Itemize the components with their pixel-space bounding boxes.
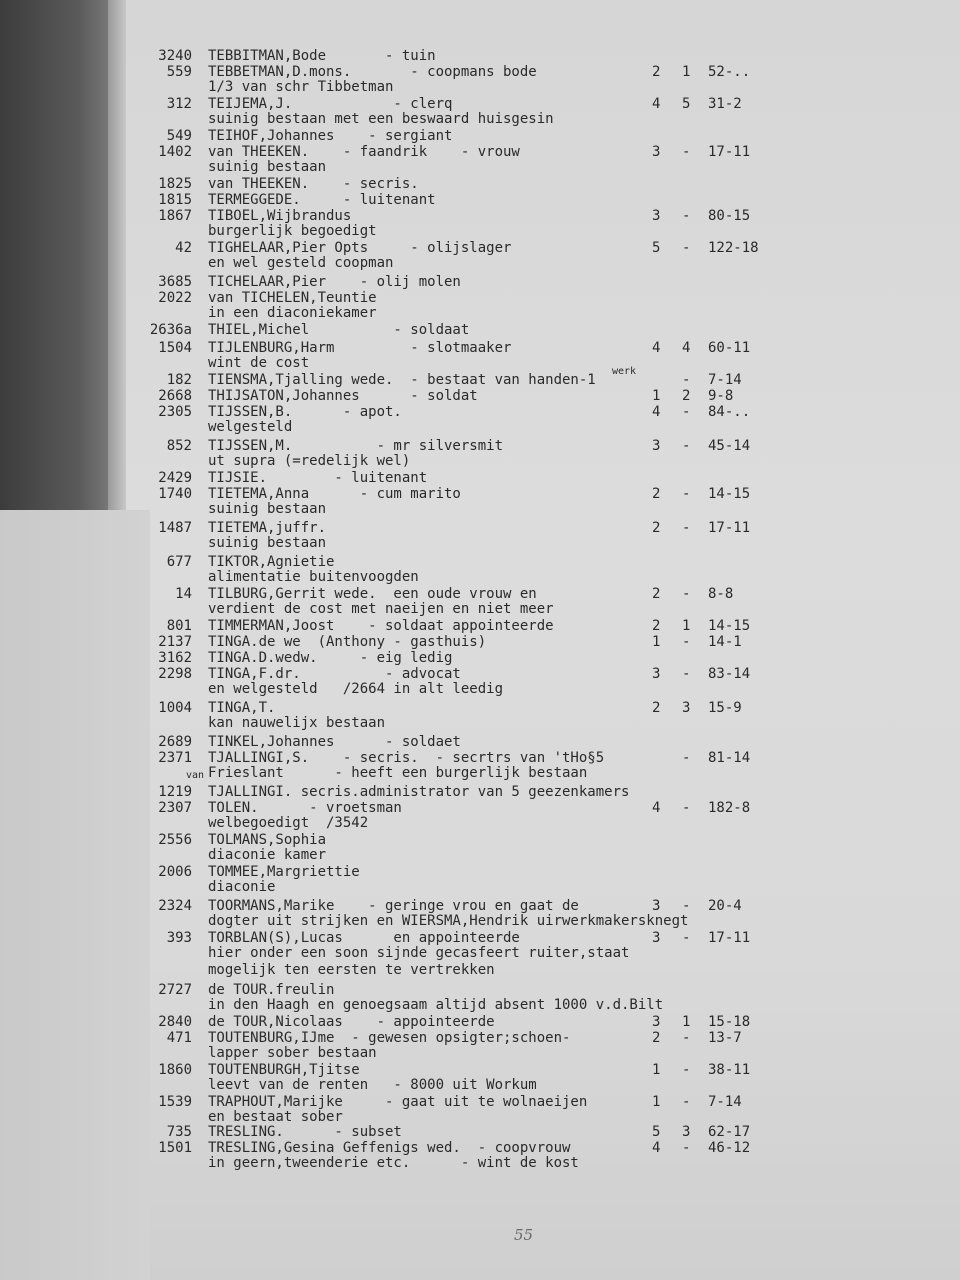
entry-col-2: 4 xyxy=(682,340,691,356)
entry-amount: 15-9 xyxy=(708,700,742,716)
entry-col-2: - xyxy=(682,486,691,502)
entry-amount: 8-8 xyxy=(708,586,734,602)
annotation-werk: werk xyxy=(612,366,637,377)
entry-col-1: 1 xyxy=(652,1094,661,1110)
entry-amount: 20-4 xyxy=(708,898,742,914)
entry-col-2: 5 xyxy=(682,96,691,112)
entry-name-line: TIJLENBURG,Harm - slotmaaker xyxy=(208,340,512,356)
entry-name-line: TINGA,F.dr. - advocat xyxy=(208,666,461,682)
register-entry xyxy=(0,700,960,732)
entry-detail-line: dogter uit strijken en WIERSMA,Hendrik uirwerkmakersknegt xyxy=(208,913,689,929)
entry-col-1: 1 xyxy=(652,1062,661,1078)
register-entry xyxy=(0,486,960,518)
entry-col-1: 4 xyxy=(652,1140,661,1156)
entry-col-2: 1 xyxy=(682,64,691,80)
entry-number: 2324 xyxy=(158,898,192,914)
entry-detail-line: in een diaconiekamer xyxy=(208,305,377,321)
entry-detail-line: diaconie xyxy=(208,879,276,895)
entry-name-line: de TOUR.freulin xyxy=(208,982,335,998)
entry-number: 312 xyxy=(166,96,192,112)
entry-name-line: TOMMEE,Margriettie xyxy=(208,864,360,880)
entry-amount: 14-15 xyxy=(708,618,751,634)
entry-col-1: 4 xyxy=(652,404,661,420)
entry-number: 1867 xyxy=(158,208,192,224)
entry-col-1: 2 xyxy=(652,618,661,634)
entry-col-2: - xyxy=(682,144,691,160)
register-entry xyxy=(0,982,960,1014)
entry-name-line: TJALLINGI. secris.administrator van 5 geezenkamers xyxy=(208,784,630,800)
entry-number: 2305 xyxy=(158,404,192,420)
entry-col-2: - xyxy=(682,634,691,650)
entry-name-line: TIJSIE. - luitenant xyxy=(208,470,428,486)
entry-amount: 13-7 xyxy=(708,1030,742,1046)
entry-amount: 38-11 xyxy=(708,1062,751,1078)
entry-amount: 9-8 xyxy=(708,388,734,404)
entry-detail-line: verdient de cost met naeijen en niet meer xyxy=(208,601,554,617)
entry-number: 852 xyxy=(166,438,192,454)
register-entry xyxy=(0,586,960,618)
entry-col-1: 3 xyxy=(652,930,661,946)
entry-number: 471 xyxy=(166,1030,192,1046)
entry-number: 1004 xyxy=(158,700,192,716)
entry-name-line: TINGA,T. xyxy=(208,700,276,716)
entry-amount: 17-11 xyxy=(708,520,751,536)
entry-col-1: 2 xyxy=(652,586,661,602)
entry-number: 735 xyxy=(166,1124,192,1140)
entry-amount: 7-14 xyxy=(708,372,742,388)
entry-col-2: - xyxy=(682,520,691,536)
entry-detail-line: burgerlijk begoedigt xyxy=(208,223,377,239)
register-entry xyxy=(0,96,960,128)
entry-col-1: 3 xyxy=(652,438,661,454)
entry-name-line: THIJSATON,Johannes - soldat xyxy=(208,388,478,404)
entry-detail-line: lapper sober bestaan xyxy=(208,1045,377,1061)
entry-col-2: - xyxy=(682,240,691,256)
entry-col-1: 5 xyxy=(652,240,661,256)
entry-name-line: TIENSMA,Tjalling wede. - bestaat van handen-1 xyxy=(208,372,596,388)
register-entry xyxy=(0,340,960,372)
entry-col-2: - xyxy=(682,666,691,682)
entry-amount: 81-14 xyxy=(708,750,751,766)
entry-number: 2307 xyxy=(158,800,192,816)
entry-detail-line: suinig bestaan met een beswaard huisgesin xyxy=(208,111,554,127)
register-entry xyxy=(0,208,960,240)
register-entry xyxy=(0,800,960,832)
entry-name-line: TORBLAN(S),Lucas en appointeerde xyxy=(208,930,520,946)
entry-number: 3685 xyxy=(158,274,192,290)
register-entry xyxy=(0,404,960,436)
entry-col-1: 2 xyxy=(652,520,661,536)
entry-col-2: 1 xyxy=(682,1014,691,1030)
entry-col-2: - xyxy=(682,898,691,914)
entry-number: 1539 xyxy=(158,1094,192,1110)
entry-number: 182 xyxy=(166,372,192,388)
register-entry xyxy=(0,554,960,586)
entry-number: 2668 xyxy=(158,388,192,404)
entry-number: 559 xyxy=(166,64,192,80)
entry-number: 2727 xyxy=(158,982,192,998)
entry-detail-line: kan nauwelijx bestaan xyxy=(208,715,386,731)
entry-name-line: van TICHELEN,Teuntie xyxy=(208,290,377,306)
entry-col-1: 2 xyxy=(652,64,661,80)
register-entry xyxy=(0,144,960,176)
entry-col-1: 4 xyxy=(652,96,661,112)
entry-number: 14 xyxy=(175,586,192,602)
entry-name-line: TJALLINGI,S. - secris. - secrtrs van 'tHo§5 xyxy=(208,750,605,766)
entry-amount: 80-15 xyxy=(708,208,751,224)
entry-name-line: mogelijk ten eersten te vertrekken xyxy=(208,962,495,978)
entry-number: 2840 xyxy=(158,1014,192,1030)
entry-name-line: TOUTENBURG,IJme - gewesen opsigter;schoen- xyxy=(208,1030,571,1046)
entry-name-line: TINGA.D.wedw. - eig ledig xyxy=(208,650,453,666)
entry-name-line: van THEEKEN. - secris. xyxy=(208,176,419,192)
register-entry xyxy=(0,240,960,272)
entry-col-1: 4 xyxy=(652,800,661,816)
entry-name-line: TIGHELAAR,Pier Opts - olijslager xyxy=(208,240,512,256)
entry-number: 1825 xyxy=(158,176,192,192)
entry-name-line: TIBOEL,Wijbrandus xyxy=(208,208,352,224)
entry-name-line: TRAPHOUT,Marijke - gaat uit te wolnaeijen xyxy=(208,1094,588,1110)
entry-name-line: de TOUR,Nicolaas - appointeerde xyxy=(208,1014,495,1030)
entry-col-2: - xyxy=(682,750,691,766)
entry-detail-line: suinig bestaan xyxy=(208,501,327,517)
entry-detail-line: alimentatie buitenvoogden xyxy=(208,569,419,585)
entry-amount: 14-1 xyxy=(708,634,742,650)
entry-col-2: - xyxy=(682,1062,691,1078)
entry-name-line: TEBBETMAN,D.mons. - coopmans bode xyxy=(208,64,537,80)
register-entry xyxy=(0,1140,960,1172)
register-entry xyxy=(0,930,960,962)
entry-name-line: TIMMERMAN,Joost - soldaat appointeerde xyxy=(208,618,554,634)
entry-col-1: 1 xyxy=(652,634,661,650)
register-entry xyxy=(0,864,960,896)
entry-col-2: 3 xyxy=(682,700,691,716)
entry-name-line: TOORMANS,Marike - geringe vrou en gaat de xyxy=(208,898,579,914)
register-entry xyxy=(0,290,960,322)
entry-col-1: 3 xyxy=(652,144,661,160)
entry-amount: 7-14 xyxy=(708,1094,742,1110)
page-number: 55 xyxy=(514,1226,534,1244)
entry-col-2: - xyxy=(682,1140,691,1156)
entry-amount: 31-2 xyxy=(708,96,742,112)
entry-number: 1487 xyxy=(158,520,192,536)
entry-name-line: TIJSSEN,M. - mr silversmit xyxy=(208,438,504,454)
entry-detail-line: en bestaat sober xyxy=(208,1109,343,1125)
entry-name-line: TOLMANS,Sophia xyxy=(208,832,327,848)
entry-detail-line: diaconie kamer xyxy=(208,847,327,863)
entry-col-2: - xyxy=(682,930,691,946)
entry-col-2: 2 xyxy=(682,388,691,404)
entry-number: 3162 xyxy=(158,650,192,666)
register-entry xyxy=(0,750,960,782)
entry-col-1: 5 xyxy=(652,1124,661,1140)
entry-name-line: TINGA.de we (Anthony - gasthuis) xyxy=(208,634,487,650)
entry-name-line: van THEEKEN. - faandrik - vrouw xyxy=(208,144,520,160)
entry-col-2: - xyxy=(682,800,691,816)
entry-number: 2429 xyxy=(158,470,192,486)
entry-col-1: 3 xyxy=(652,1014,661,1030)
entry-detail-line: suinig bestaan xyxy=(208,535,327,551)
entry-number: 1815 xyxy=(158,192,192,208)
entry-name-line: TOUTENBURGH,Tjitse xyxy=(208,1062,360,1078)
entry-number: 1860 xyxy=(158,1062,192,1078)
entry-amount: 17-11 xyxy=(708,930,751,946)
entry-col-2: - xyxy=(682,438,691,454)
entry-name-line: TIETEMA,Anna - cum marito xyxy=(208,486,461,502)
entry-number: 2636a xyxy=(149,322,192,338)
entry-name-line: TINKEL,Johannes - soldaet xyxy=(208,734,461,750)
entry-number: 1402 xyxy=(158,144,192,160)
entry-detail-line: welbegoedigt /3542 xyxy=(208,815,369,831)
entry-detail-line: in geern,tweenderie etc. - wint de kost xyxy=(208,1155,579,1171)
entry-amount: 122-18 xyxy=(708,240,759,256)
entry-col-1: 3 xyxy=(652,666,661,682)
entry-col-1: 1 xyxy=(652,388,661,404)
entry-amount: 84-.. xyxy=(708,404,751,420)
entry-detail-line: en wel gesteld coopman xyxy=(208,255,394,271)
entry-col-2: 3 xyxy=(682,1124,691,1140)
entry-col-2: 1 xyxy=(682,618,691,634)
entry-name-line: TRESLING. - subset xyxy=(208,1124,402,1140)
entry-amount: 17-11 xyxy=(708,144,751,160)
entry-amount: 46-12 xyxy=(708,1140,751,1156)
entry-number: 677 xyxy=(166,554,192,570)
entry-number: 2022 xyxy=(158,290,192,306)
entry-detail-line: wint de cost xyxy=(208,355,310,371)
entry-amount: 52-.. xyxy=(708,64,751,80)
entry-number: 2371 xyxy=(158,750,192,766)
entry-name-line: TICHELAAR,Pier - olij molen xyxy=(208,274,461,290)
entry-amount: 60-11 xyxy=(708,340,751,356)
entry-name-line: TERMEGGEDE. - luitenant xyxy=(208,192,436,208)
entry-number: 42 xyxy=(175,240,192,256)
annotation-van: van xyxy=(186,770,205,781)
entry-name-line: TEIHOF,Johannes - sergiant xyxy=(208,128,453,144)
entry-col-1: 2 xyxy=(652,1030,661,1046)
entry-col-2: - xyxy=(682,586,691,602)
entry-name-line: TILBURG,Gerrit wede. een oude vrouw en xyxy=(208,586,537,602)
entry-amount: 45-14 xyxy=(708,438,751,454)
entry-number: 1219 xyxy=(158,784,192,800)
entry-col-2: - xyxy=(682,372,691,388)
register-entry xyxy=(0,898,960,930)
entry-amount: 14-15 xyxy=(708,486,751,502)
entry-number: 3240 xyxy=(158,48,192,64)
entry-name-line: TIJSSEN,B. - apot. xyxy=(208,404,402,420)
entry-detail-line: 1/3 van schr Tibbetman xyxy=(208,79,394,95)
entry-number: 2556 xyxy=(158,832,192,848)
entry-number: 1740 xyxy=(158,486,192,502)
entry-number: 2006 xyxy=(158,864,192,880)
entry-number: 801 xyxy=(166,618,192,634)
entry-detail-line: Frieslant - heeft een burgerlijk bestaan xyxy=(208,765,588,781)
entry-col-1: 4 xyxy=(652,340,661,356)
entry-number: 1501 xyxy=(158,1140,192,1156)
entry-amount: 182-8 xyxy=(708,800,751,816)
entry-col-1: 2 xyxy=(652,486,661,502)
entry-name-line: TEBBITMAN,Bode - tuin xyxy=(208,48,436,64)
entry-col-1: 2 xyxy=(652,700,661,716)
entry-name-line: TOLEN. - vroetsman xyxy=(208,800,402,816)
entry-detail-line: in den Haagh en genoegsaam altijd absent 1000 v.d.Bilt xyxy=(208,997,664,1013)
register-entry xyxy=(0,520,960,552)
entry-number: 1504 xyxy=(158,340,192,356)
register-entry xyxy=(0,438,960,470)
register-entry xyxy=(0,1062,960,1094)
entry-amount: 15-18 xyxy=(708,1014,751,1030)
entry-number: 549 xyxy=(166,128,192,144)
entry-detail-line: suinig bestaan xyxy=(208,159,327,175)
entry-col-2: - xyxy=(682,1094,691,1110)
entry-amount: 62-17 xyxy=(708,1124,751,1140)
entry-name-line: THIEL,Michel - soldaat xyxy=(208,322,470,338)
register-entry xyxy=(0,832,960,864)
entry-number: 2298 xyxy=(158,666,192,682)
entry-detail-line: leevt van de renten - 8000 uit Workum xyxy=(208,1077,537,1093)
entry-number: 393 xyxy=(166,930,192,946)
entry-detail-line: en welgesteld /2664 in alt leedig xyxy=(208,681,504,697)
entry-col-2: - xyxy=(682,1030,691,1046)
entry-amount: 83-14 xyxy=(708,666,751,682)
entry-number: 2137 xyxy=(158,634,192,650)
entry-detail-line: ut supra (=redelijk wel) xyxy=(208,453,411,469)
entry-col-2: - xyxy=(682,404,691,420)
register-entry xyxy=(0,1094,960,1126)
entry-name-line: TRESLING,Gesina Geffenigs wed. - coopvrouw xyxy=(208,1140,571,1156)
entry-number: 2689 xyxy=(158,734,192,750)
register-entry xyxy=(0,666,960,698)
entry-name-line: TIKTOR,Agnietie xyxy=(208,554,335,570)
register-entry xyxy=(0,1030,960,1062)
entry-col-1: 3 xyxy=(652,898,661,914)
entry-detail-line: hier onder een soon sijnde gecasfeert ruiter,staat xyxy=(208,945,630,961)
entry-name-line: TEIJEMA,J. - clerq xyxy=(208,96,453,112)
entry-col-1: 3 xyxy=(652,208,661,224)
register-entry xyxy=(0,64,960,96)
entry-detail-line: welgesteld xyxy=(208,419,293,435)
entry-name-line: TIETEMA,juffr. xyxy=(208,520,327,536)
entry-col-2: - xyxy=(682,208,691,224)
